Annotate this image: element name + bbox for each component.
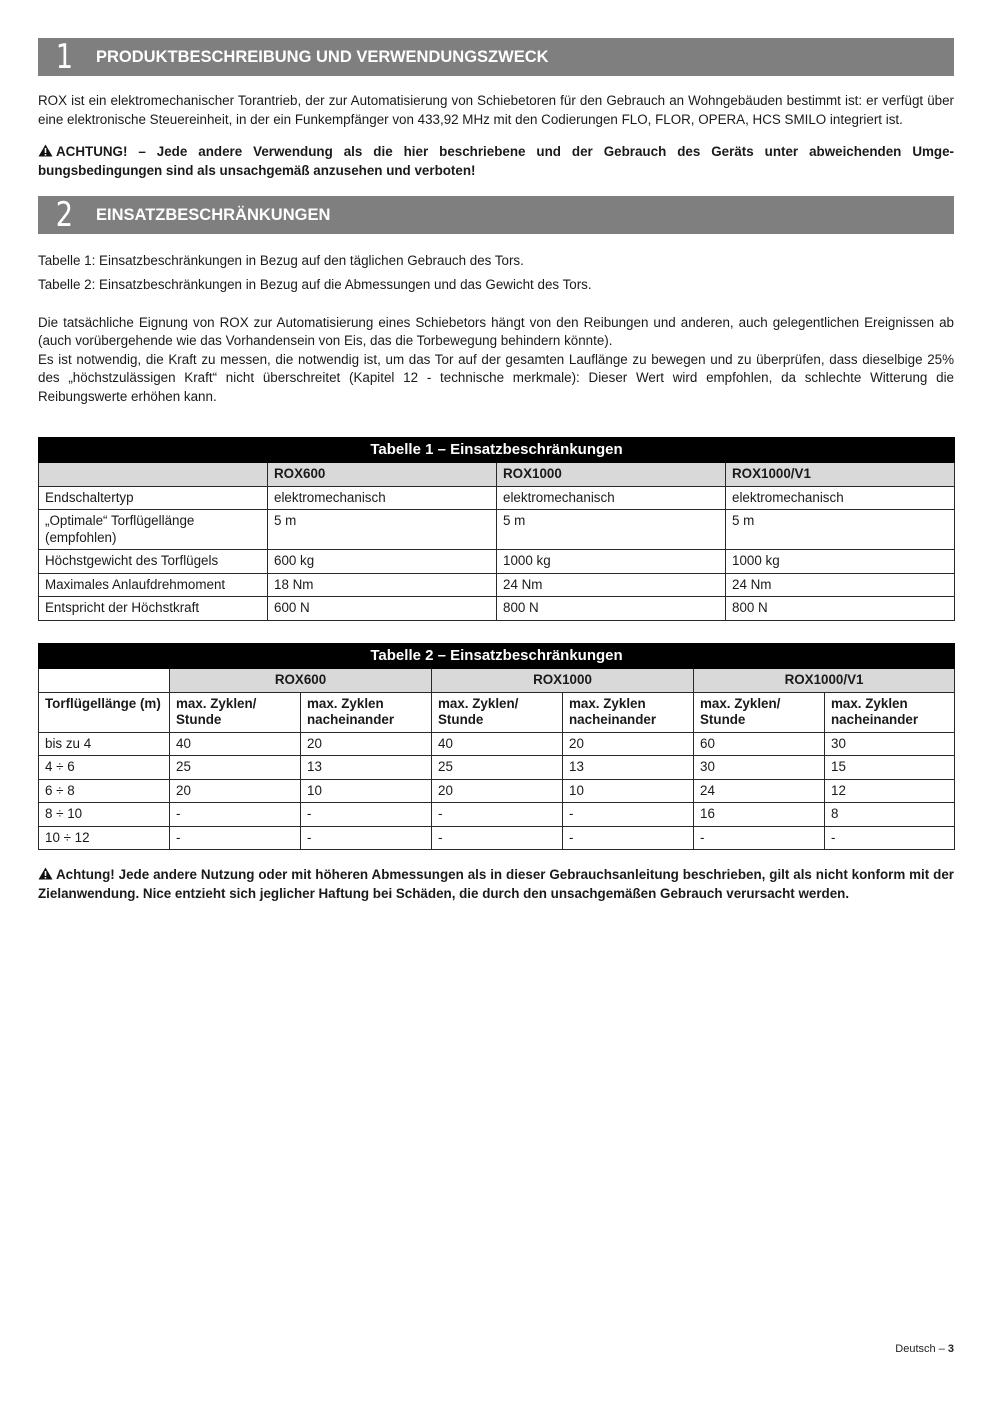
table-1-header-cell: ROX600	[268, 463, 497, 487]
table-row	[39, 779, 955, 803]
section-1-paragraph: ROX ist ein elektromechanischer Torantrieb, der zur Automatisierung von Schiebetoren für den Gebrauch an Wohngebäuden bestimmt ist: er verfügt über eine elektronische Steuereinheit, in der ein Funkempfänger von 433,92 MHz mit den Codierungen FLO, FLOR, OPERA, HCS SMILO integriert ist.	[38, 93, 954, 127]
table-2-group-header: ROX1000/V1	[694, 669, 955, 693]
table-cell: Endschaltertyp	[39, 486, 268, 510]
table-row	[39, 756, 955, 780]
warning-icon	[38, 867, 53, 880]
final-warning-text: Achtung! Jede andere Nutzung oder mit höheren Abmessungen als in dieser Gebrauchsanleitung beschrieben, gilt als nicht konform mit der Zielanwendung. Nice entzieht sich jeglicher Haftung bei Schäden, die durch den unsachgemäßen Gebrauch verursacht werden.	[38, 867, 954, 901]
table-2-subheader: max. Zyklen nacheinander	[825, 692, 955, 732]
section-1-title: PRODUKTBESCHREIBUNG UND VERWENDUNGSZWECK	[96, 47, 549, 66]
table-cell: 12	[825, 779, 955, 803]
table-row	[39, 550, 955, 574]
table-cell: -	[825, 826, 955, 850]
table-cell: 30	[694, 756, 825, 780]
table-cell: 30	[825, 732, 955, 756]
table-2-subheader: max. Zyklen/ Stunde	[170, 692, 301, 732]
table-cell: 10 ÷ 12	[39, 826, 170, 850]
table-2-subheader: Torflügellänge (m)	[39, 692, 170, 732]
table-1-header-cell: ROX1000	[497, 463, 726, 487]
table-2-subheader: max. Zyklen nacheinander	[301, 692, 432, 732]
table-cell: elektromechanisch	[497, 486, 726, 510]
table-cell: 40	[170, 732, 301, 756]
table-cell: „Optimale“ Torflügellänge (empfohlen)	[39, 510, 268, 550]
warning-icon	[38, 144, 53, 157]
table-2-title: Tabelle 2 – Einsatzbeschränkungen	[39, 643, 955, 669]
table-cell: 8	[825, 803, 955, 827]
table-cell: Maximales Anlaufdrehmoment	[39, 573, 268, 597]
table-cell: -	[301, 803, 432, 827]
table-1-header-row	[39, 463, 955, 487]
table-2-group-header: ROX600	[170, 669, 432, 693]
table-cell: -	[432, 803, 563, 827]
table-cell: 13	[301, 756, 432, 780]
table-1	[38, 437, 955, 621]
table-cell: 13	[563, 756, 694, 780]
table-cell: 5 m	[497, 510, 726, 550]
table-cell: 15	[825, 756, 955, 780]
section-2-number: 2	[55, 195, 73, 236]
table-cell: 20	[432, 779, 563, 803]
table-row	[39, 732, 955, 756]
table-cell: -	[563, 803, 694, 827]
table-cell: 60	[694, 732, 825, 756]
table-cell: 800 N	[497, 597, 726, 621]
table-cell: 1000 kg	[726, 550, 955, 574]
table-row	[39, 826, 955, 850]
table-2-group-row	[39, 669, 955, 693]
table-cell: 5 m	[268, 510, 497, 550]
section-1-number: 1	[55, 37, 73, 77]
table-2	[38, 643, 955, 851]
table-cell: 24 Nm	[497, 573, 726, 597]
section-2-title: EINSATZBESCHRÄNKUNGEN	[96, 205, 331, 224]
table-cell: 40	[432, 732, 563, 756]
table-cell: 10	[301, 779, 432, 803]
table-cell: 1000 kg	[497, 550, 726, 574]
table-cell: 600 kg	[268, 550, 497, 574]
table-cell: 4 ÷ 6	[39, 756, 170, 780]
footer-language: Deutsch	[895, 1343, 936, 1355]
section-1-warning-text: ACHTUNG! – Jede andere Verwendung als die hier beschriebene und der Gebrauch des Geräts unter abweichenden Umgebungsbedingungen sind als unsachgemäß anzusehen und verboten!	[38, 144, 954, 178]
table-cell: bis zu 4	[39, 732, 170, 756]
table-2-subheader: max. Zyklen nacheinander	[563, 692, 694, 732]
section-2-paragraph-1: Die tatsächliche Eignung von ROX zur Automatisierung eines Schiebetors hängt von den Reibungen und anderen, auch gelegentlichen Ereignissen ab (auch vorübergehende wie das Vorhandensein von Eis, das die Torbewegung behindern könnte).	[38, 314, 954, 349]
table-cell: 20	[170, 779, 301, 803]
section-2-header	[38, 196, 954, 234]
table-2-subheader: max. Zyklen/ Stunde	[432, 692, 563, 732]
table-cell: -	[170, 803, 301, 827]
table-cell: 20	[563, 732, 694, 756]
page-footer	[895, 1343, 954, 1355]
table-cell: Entspricht der Höchstkraft	[39, 597, 268, 621]
table-cell: 24	[694, 779, 825, 803]
table-cell: 8 ÷ 10	[39, 803, 170, 827]
footer-page-number: 3	[947, 1343, 954, 1355]
table-cell: 5 m	[726, 510, 955, 550]
table-cell: 16	[694, 803, 825, 827]
table-1-header-cell: ROX1000/V1	[726, 463, 955, 487]
section-2-paragraph-2: Es ist notwendig, die Kraft zu messen, die notwendig ist, um das Tor auf der gesamten Lauflänge zu bewegen und zu überprüfen, dass dieselbige 25% des „höchstzulässigen Kraft“ nicht überschreitet (Kapitel 12 - technische merkmale): Dieser Wert wird empfohlen, da schlechte Witterung die Reibungswerte erhöhen kann.	[38, 351, 954, 404]
table-cell: 20	[301, 732, 432, 756]
table-row	[39, 486, 955, 510]
table-cell: 24 Nm	[726, 573, 955, 597]
table-2-group-header: ROX1000	[432, 669, 694, 693]
table-cell: -	[432, 826, 563, 850]
document-page	[38, 38, 954, 903]
table-1-header-cell	[39, 463, 268, 487]
final-warning	[38, 866, 954, 903]
table-cell: 25	[432, 756, 563, 780]
table-cell: 10	[563, 779, 694, 803]
table-cell: -	[563, 826, 694, 850]
footer-separator: –	[935, 1343, 948, 1355]
table-cell: 800 N	[726, 597, 955, 621]
table-cell: Höchstgewicht des Torflügels	[39, 550, 268, 574]
table-cell: -	[301, 826, 432, 850]
table-cell: 25	[170, 756, 301, 780]
section-2-line-1: Tabelle 1: Einsatzbeschränkungen in Bezug auf den täglichen Gebrauch des Tors.	[38, 253, 524, 269]
section-1-warning	[38, 143, 954, 180]
table-cell: elektromechanisch	[726, 486, 955, 510]
table-2-empty-corner	[39, 669, 170, 693]
table-2-subheader-row	[39, 692, 955, 732]
section-2-line-2: Tabelle 2: Einsatzbeschränkungen in Bezug auf die Abmessungen und das Gewicht des Tors.	[38, 276, 592, 292]
table-cell: -	[694, 826, 825, 850]
table-row	[39, 597, 955, 621]
table-cell: -	[170, 826, 301, 850]
table-cell: 18 Nm	[268, 573, 497, 597]
section-1-header	[38, 38, 954, 76]
table-cell: 600 N	[268, 597, 497, 621]
table-cell: 6 ÷ 8	[39, 779, 170, 803]
table-2-subheader: max. Zyklen/ Stunde	[694, 692, 825, 732]
table-cell: elektromechanisch	[268, 486, 497, 510]
table-row	[39, 803, 955, 827]
table-1-title: Tabelle 1 – Einsatzbeschränkungen	[39, 437, 955, 463]
table-row	[39, 510, 955, 550]
table-row	[39, 573, 955, 597]
